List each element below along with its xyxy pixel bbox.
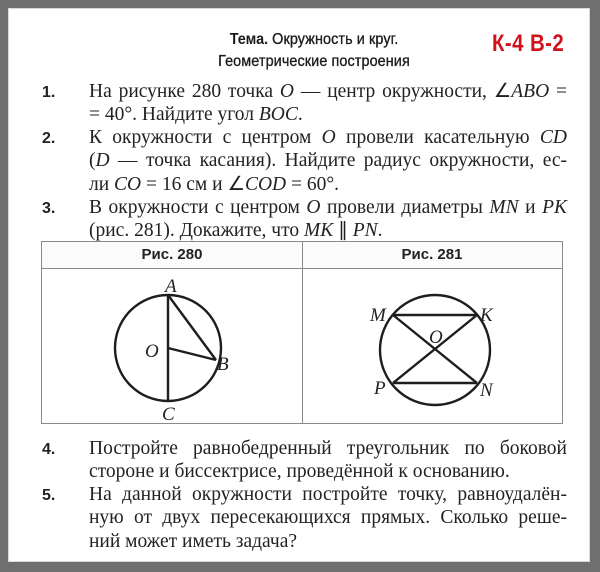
problem-number: 4. xyxy=(42,441,56,458)
math-variable: ABO xyxy=(511,81,550,102)
point-C-label: C xyxy=(162,404,175,422)
math-variable: O xyxy=(306,197,321,218)
topic-label: Тема. xyxy=(229,31,269,48)
variant-badge: К-4 В-2 xyxy=(492,30,565,57)
math-variable: CD xyxy=(539,127,567,148)
figure-280-caption: Рис. 280 xyxy=(141,246,203,263)
point-O-label: O xyxy=(145,341,159,362)
problem-5-text-line: ний может иметь задача? xyxy=(89,530,298,552)
math-variable: CO xyxy=(114,173,142,195)
problem-2-text-line: К окружности с центром O провели касательную CD xyxy=(89,127,567,148)
math-variable: COD xyxy=(244,173,287,195)
math-variable: PK xyxy=(542,197,567,218)
problem-3-text-line: В окружности с центром O провели диаметры MN и PK xyxy=(89,197,567,218)
math-variable: O xyxy=(279,81,295,102)
figure-280-diagram xyxy=(42,242,562,422)
problem-1-text-line: = 40°. Найдите угол BOC. xyxy=(89,104,303,126)
problem-2-text-line: ли CO = 16 см и ∠COD = 60°. xyxy=(89,173,340,195)
problem-3-text-line: (рис. 281). Докажите, что MK ∥ PN. xyxy=(89,220,383,242)
figure-281-caption: Рис. 281 xyxy=(401,246,463,263)
point-B-label: B xyxy=(217,354,229,375)
point-M-label: M xyxy=(370,305,386,326)
math-variable: PN xyxy=(352,220,378,242)
math-variable: MK xyxy=(304,220,334,242)
point-P-label: P xyxy=(374,378,386,399)
problem-number: 3. xyxy=(42,200,56,217)
problem-4-text-line: стороне и биссектрисе, проведённой к основанию. xyxy=(89,461,510,483)
problem-2-text-line: (D — точка касания). Найдите радиус окружности, ес- xyxy=(89,150,567,172)
math-variable: O xyxy=(321,127,336,148)
problem-1-text-line: На рисунке 280 точка O — центр окружности, ∠ABO = xyxy=(89,81,567,102)
problem-number: 2. xyxy=(42,130,56,147)
point-A-label: A xyxy=(165,276,177,297)
point-N-label: N xyxy=(480,380,493,401)
point-O-label: O xyxy=(429,327,443,348)
worksheet-page xyxy=(8,8,590,562)
point-K-label: K xyxy=(480,305,493,326)
figures-table xyxy=(41,241,563,424)
problem-number: 5. xyxy=(42,487,56,504)
topic-title-line1 xyxy=(175,31,454,49)
math-variable: BOC xyxy=(258,104,298,126)
topic-subtitle: Геометрические построения xyxy=(218,53,410,70)
math-variable: D xyxy=(95,150,110,172)
problem-5-text-line: На данной окружности постройте точку, равноудалён- xyxy=(89,484,567,505)
math-variable: MN xyxy=(489,197,519,218)
topic-title-line2 xyxy=(175,53,454,71)
topic-name: Окружность и круг. xyxy=(268,31,399,48)
problem-number: 1. xyxy=(42,84,56,101)
problem-5-text-line: ную от двух пересекающихся прямых. Сколько реше- xyxy=(89,507,567,529)
problem-4-text-line: Постройте равнобедренный треугольник по боковой xyxy=(89,438,567,459)
